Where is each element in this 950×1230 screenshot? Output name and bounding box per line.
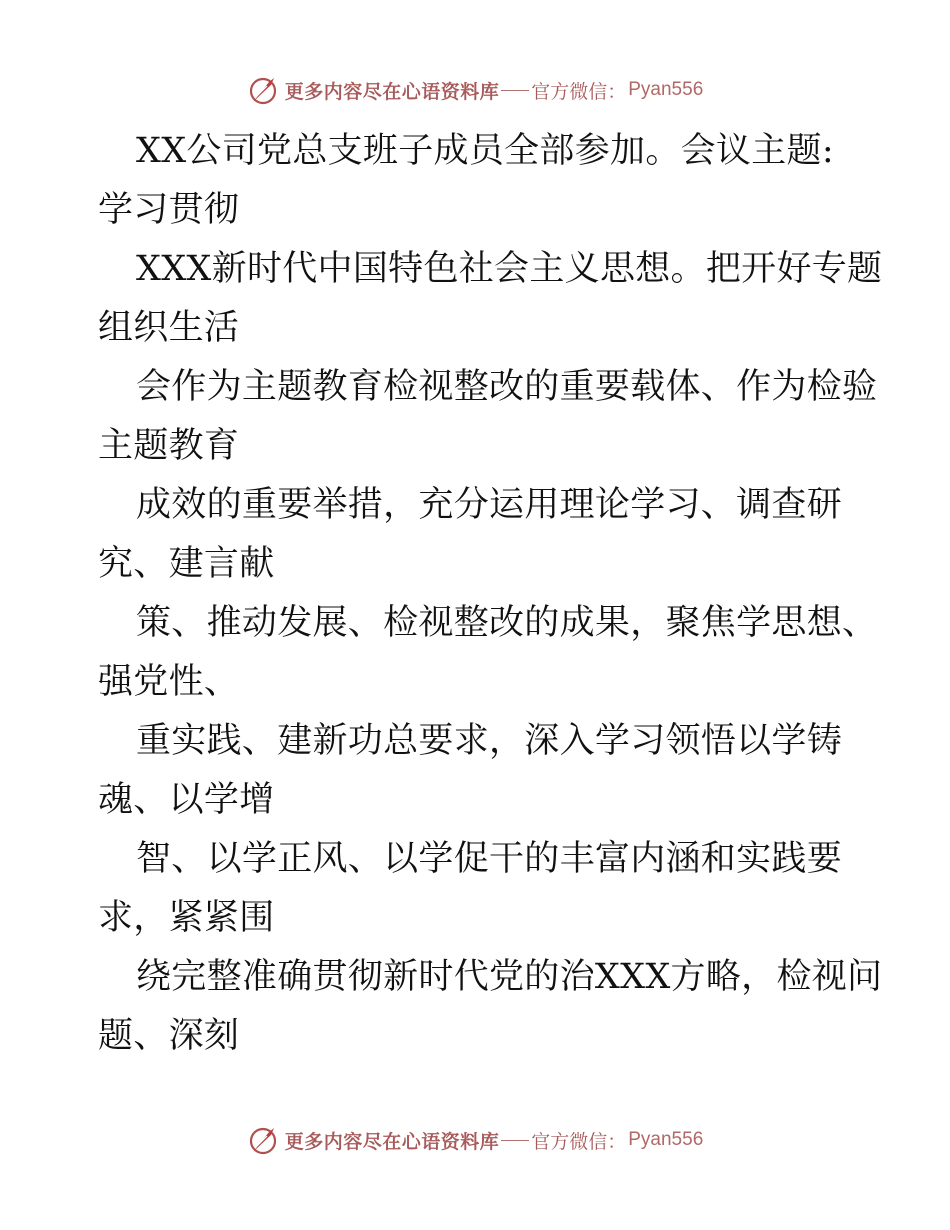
quill-logo-icon bbox=[247, 74, 279, 106]
wechat-id: Pyan556 bbox=[628, 79, 704, 100]
wechat-label: 官方微信： bbox=[531, 1130, 627, 1153]
body-line: 求，紧紧围 bbox=[98, 898, 275, 938]
body-line: 强党性、 bbox=[98, 662, 240, 702]
body-line: 主题教育 bbox=[98, 426, 240, 466]
footer-banner bbox=[0, 1120, 950, 1160]
body-line: 会作为主题教育检视整改的重要载体、作为检验 bbox=[136, 367, 878, 407]
wechat-label: 官方微信： bbox=[531, 80, 627, 103]
body-line: 成效的重要举措，充分运用理论学习、调查研 bbox=[136, 485, 843, 525]
body-line: 学习贯彻 bbox=[98, 190, 240, 230]
separator-dash bbox=[501, 90, 529, 91]
document-body bbox=[98, 122, 898, 1066]
separator-dash bbox=[501, 1140, 529, 1141]
header-banner bbox=[0, 70, 950, 110]
body-line: 组织生活 bbox=[98, 308, 240, 348]
quill-logo-icon bbox=[247, 1124, 279, 1156]
body-line: 题、深刻 bbox=[98, 1016, 240, 1056]
wechat-id: Pyan556 bbox=[628, 1129, 704, 1150]
body-line: 绕完整准确贯彻新时代党的治XXX方略，检视问 bbox=[136, 957, 883, 997]
promo-text: 更多内容尽在心语资料库 bbox=[284, 1130, 500, 1153]
promo-text: 更多内容尽在心语资料库 bbox=[284, 80, 500, 103]
body-line: 究、建言献 bbox=[98, 544, 275, 584]
body-line: 重实践、建新功总要求，深入学习领悟以学铸 bbox=[136, 721, 843, 761]
body-line: XX公司党总支班子成员全部参加。会议主题: bbox=[136, 131, 834, 171]
body-line: 策、推动发展、检视整改的成果，聚焦学思想、 bbox=[136, 603, 878, 643]
body-line: XXX新时代中国特色社会主义思想。把开好专题 bbox=[136, 249, 883, 289]
body-line: 魂、以学增 bbox=[98, 780, 275, 820]
body-line: 智、以学正风、以学促干的丰富内涵和实践要 bbox=[136, 839, 843, 879]
